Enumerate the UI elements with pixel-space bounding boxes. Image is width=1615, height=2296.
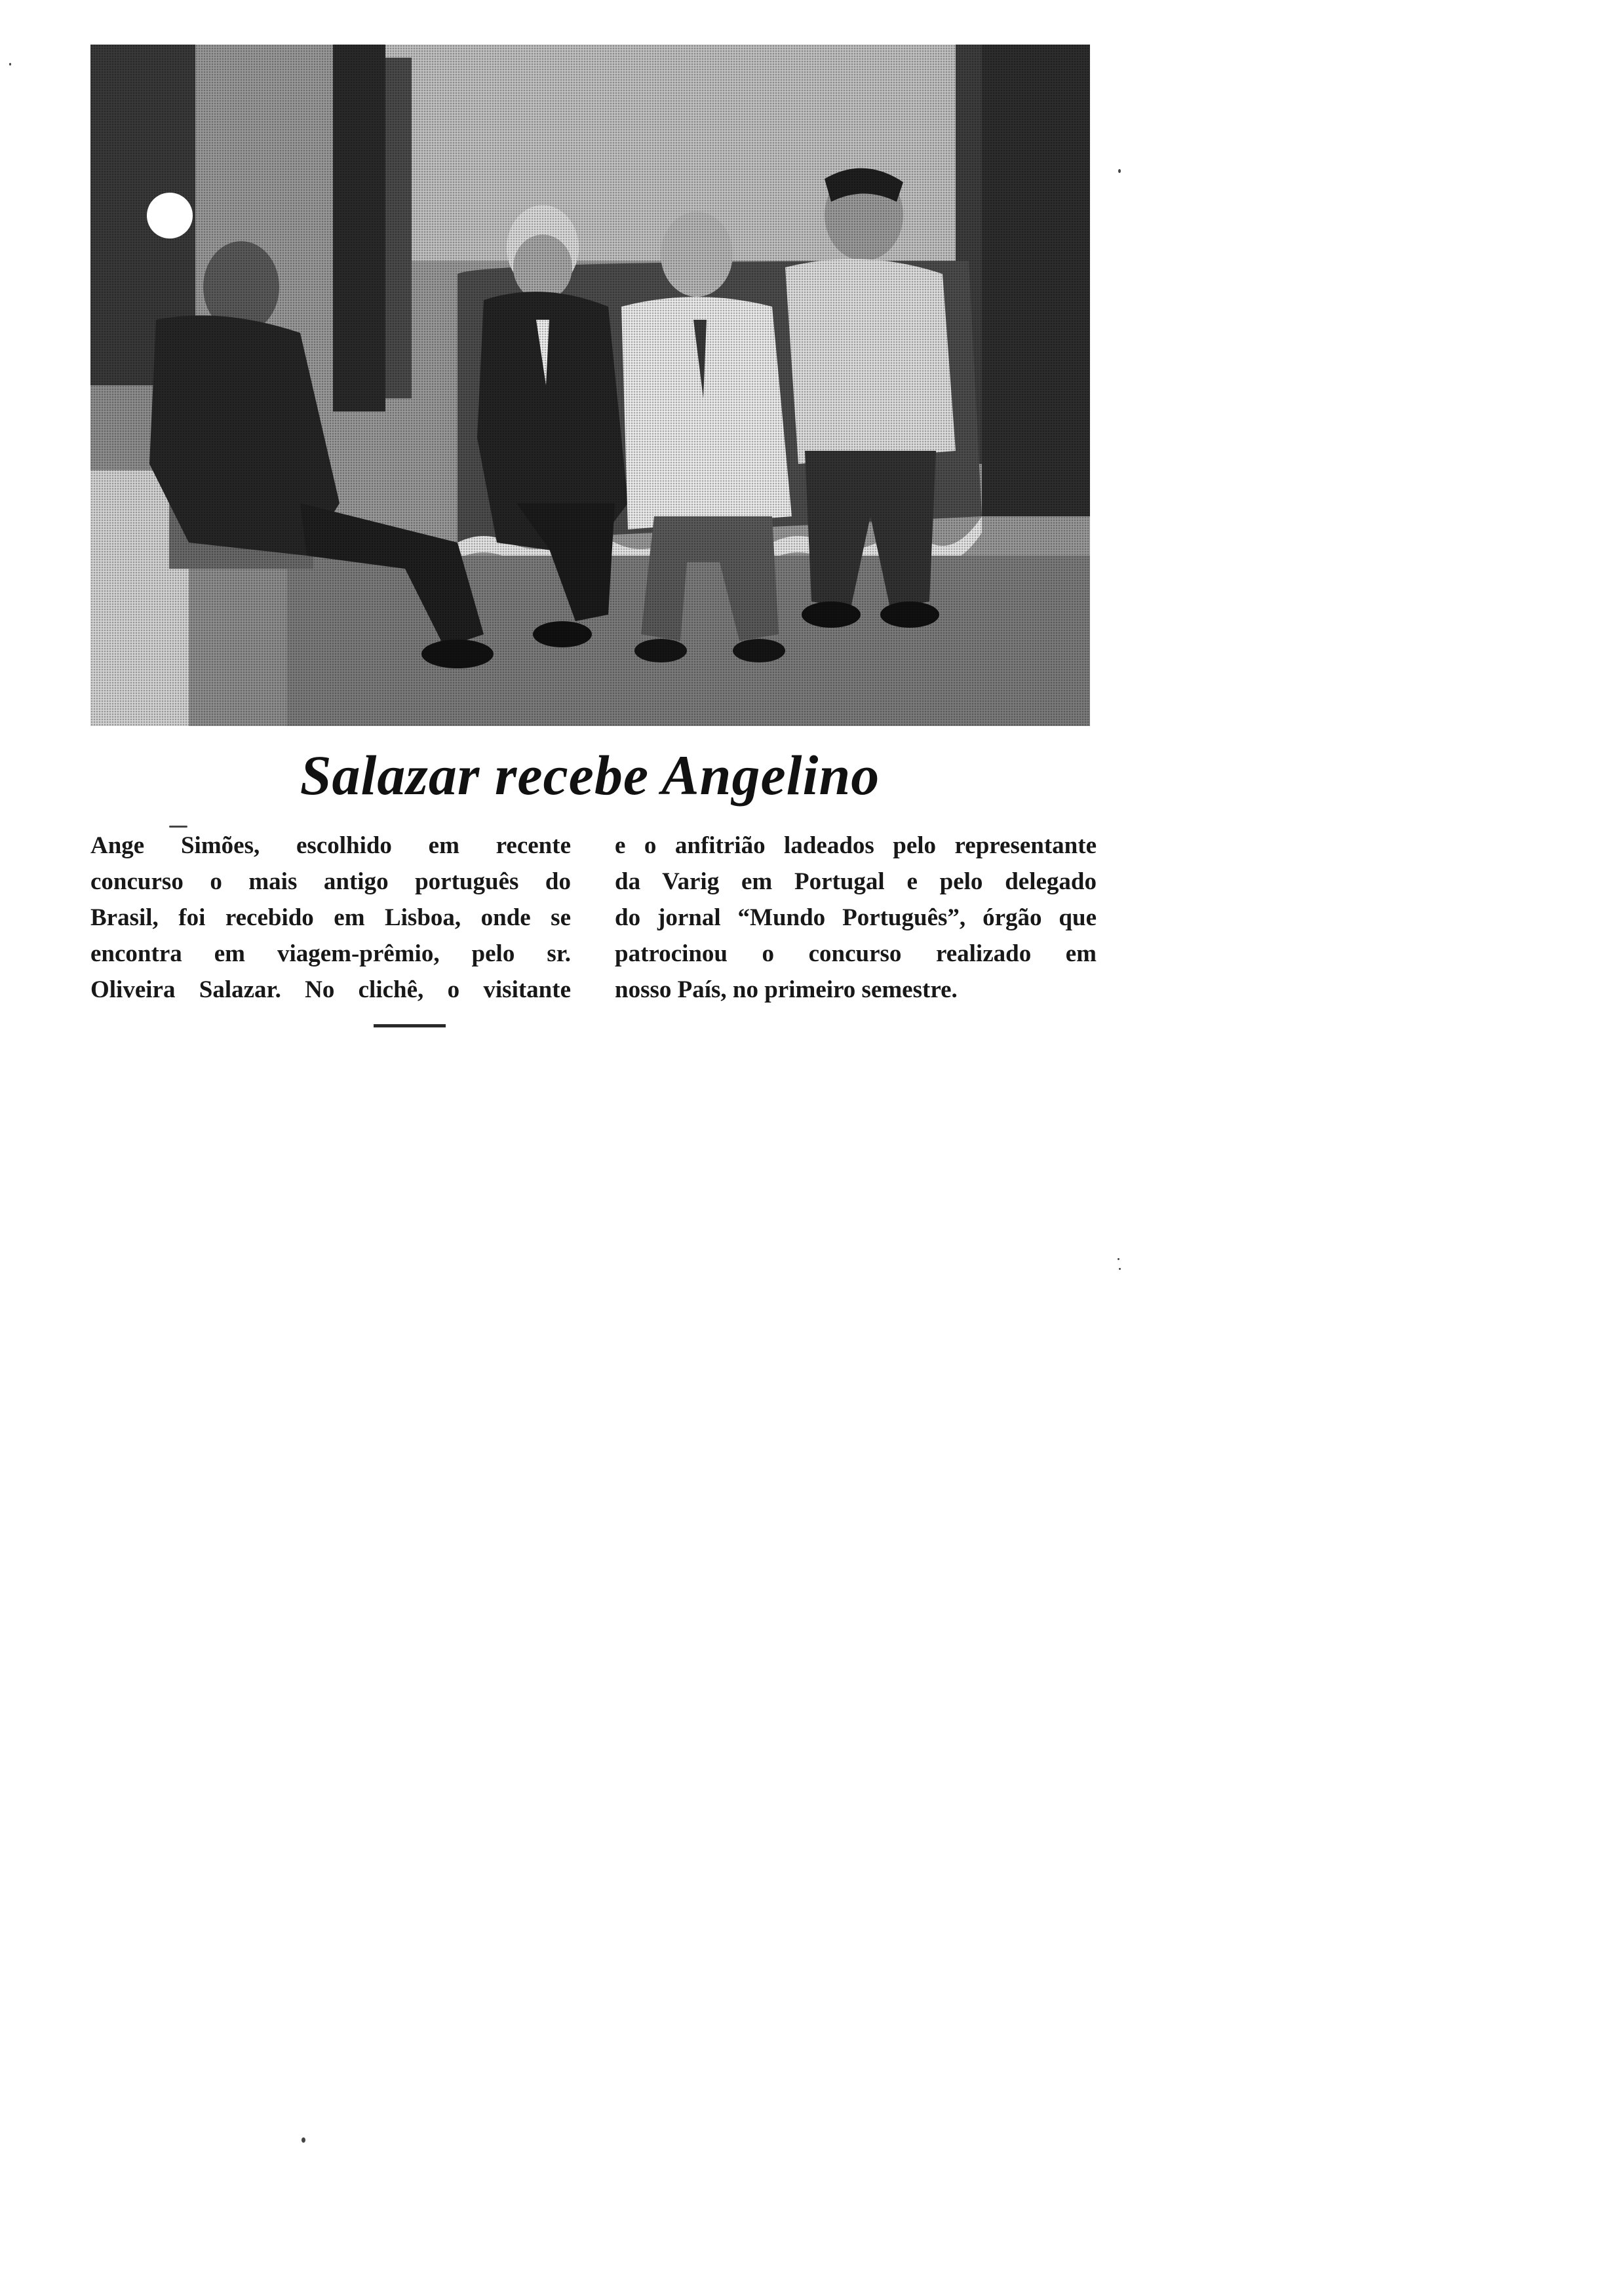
scan-speck (9, 63, 11, 66)
news-photograph (90, 45, 1090, 726)
caption-line: e o anfitrião ladeados pelo representante (615, 832, 1097, 859)
caption-line: patrocinou o concurso realizado em (615, 940, 1097, 967)
caption-line: Oliveira Salazar. No clichê, o visitante (90, 976, 571, 1003)
caption-line: nosso País, no primeiro semestre. (615, 976, 958, 1003)
scan-speck (169, 826, 187, 828)
caption-line: Brasil, foi recebido em Lisboa, onde se (90, 904, 571, 931)
punch-hole (147, 193, 193, 239)
end-rule (374, 1024, 446, 1027)
caption-column-right (615, 828, 1097, 1008)
caption-line: concurso o mais antigo português do (90, 868, 571, 895)
scan-speck (1118, 1258, 1119, 1260)
scan-speck (302, 2137, 305, 2143)
scan-speck (1119, 1268, 1121, 1270)
caption-line: encontra em viagem-prêmio, pelo sr. (90, 940, 571, 967)
caption-line: da Varig em Portugal e pelo delegado (615, 868, 1097, 895)
scan-speck (1118, 169, 1121, 173)
headline: Salazar recebe Angelino (300, 744, 880, 807)
photo-scene (90, 45, 1090, 726)
caption-column-left (90, 828, 571, 1008)
caption-line: do jornal “Mundo Português”, órgão que (615, 904, 1097, 931)
caption-line: Ange Simões, escolhido em recente (90, 832, 571, 859)
